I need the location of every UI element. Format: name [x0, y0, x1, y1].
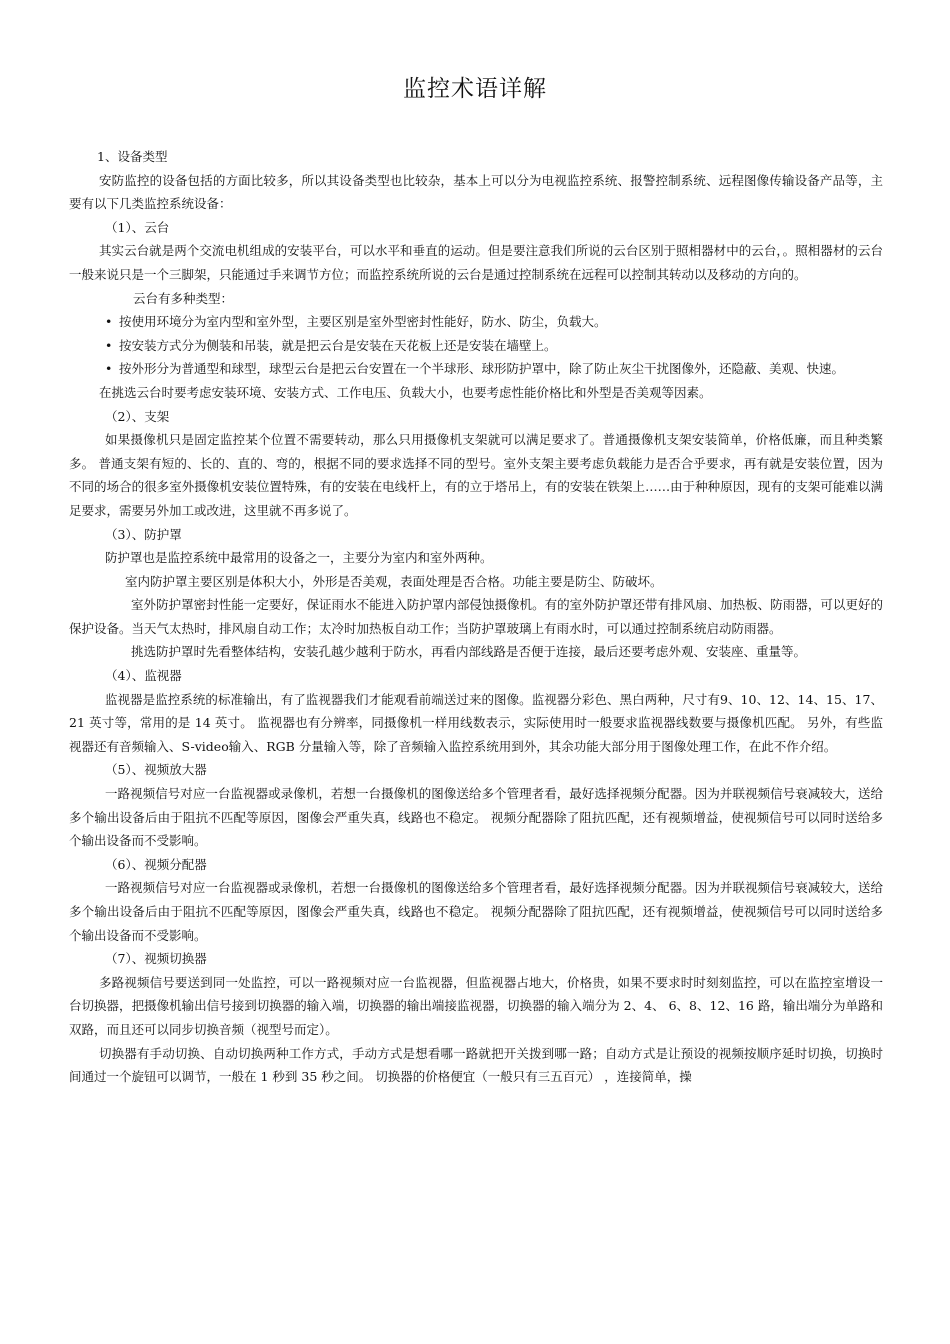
section-heading-equipment-types: 1、设备类型: [97, 149, 168, 164]
paragraph-ptz-1: 其实云台就是两个交流电机组成的安装平台，可以水平和垂直的运动。但是要注意我们所说的云台区别于照相器材中的云台，。照相器材的云台一般来说只是一个三脚架，只能通过手来调节方位；而监控系统所说的云台是通过控制系统在远程可以控制其转动以及移动的方向的。: [69, 243, 883, 282]
bullet-icon: •: [105, 314, 113, 330]
subheading-distributor: （6）、视频分配器: [105, 856, 207, 872]
bullet-text: 按安装方式分为侧装和吊装，就是把云台是安装在天花板上还是安装在墙壁上。: [119, 337, 557, 353]
bullet-icon: •: [105, 361, 113, 377]
paragraph-ptz-types-intro: 云台有多种类型：: [133, 290, 234, 306]
paragraph-monitor-1: 监视器是监控系统的标准输出，有了监视器我们才能观看前端送过来的图像。监视器分彩色、黑白两种，尺寸有9、10、12、14、15、17、21 英寸等，常用的是 14 英寸。 监视器也有分辨率，同摄像机一样用线数表示，实际使用时一般要求监视器线数要与摄像机匹配。 另外，有些监视器还有音频输入、S-video输入、RGB 分量输入等，除了音频输入监控系统用到外，其余功能大部分用于图像处理工作，在此不作介绍。: [69, 691, 883, 754]
subheading-amplifier: （5）、视频放大器: [105, 762, 207, 778]
subheading-ptz: （1）、云台: [105, 219, 170, 235]
page-title: 监控术语详解: [403, 76, 547, 102]
subheading-bracket: （2）、支架: [105, 408, 170, 424]
paragraph-distributor-1: 一路视频信号对应一台监视器或录像机，若想一台摄像机的图像送给多个管理者看，最好选择视频分配器。因为并联视频信号衰减较大，送给多个输出设备后由于阻抗不匹配等原因，图像会严重失真，线路也不稳定。 视频分配器除了阻抗匹配，还有视频增益，使视频信号可以同时送给多个输出设备而不受影响。: [69, 880, 883, 943]
paragraph-amplifier-1: 一路视频信号对应一台监视器或录像机，若想一台摄像机的图像送给多个管理者看，最好选择视频分配器。因为并联视频信号衰减较大，送给多个输出设备后由于阻抗不匹配等原因，图像会严重失真，线路也不稳定。 视频分配器除了阻抗匹配，还有视频增益，使视频信号可以同时送给多个输出设备而不受影响。: [69, 786, 883, 849]
subheading-monitor: （4）、监视器: [105, 668, 182, 684]
bullet-text: 按外形分为普通型和球型，球型云台是把云台安置在一个半球形、球形防护罩中，除了防止灰尘干扰图像外，还隐蔽、美观、快速。: [119, 361, 845, 377]
subheading-switcher: （7）、视频切换器: [105, 951, 207, 967]
bullet-item: [69, 310, 883, 334]
paragraph-switcher-1: 多路视频信号要送到同一处监控，可以一路视频对应一台监视器，但监视器占地大，价格贵，如果不要求时时刻刻监控，可以在监控室增设一台切换器，把摄像机输出信号接到切换器的输入端，切换器的输出端接监视器，切换器的输入端分为 2、4、 6、8、12、16 路，输出端分为单路和双路，而且还可以同步切换音频（视型号而定）。: [69, 974, 883, 1037]
paragraph-housing-3: 室外防护罩密封性能一定要好，保证雨水不能进入防护罩内部侵蚀摄像机。有的室外防护罩还带有排风扇、加热板、防雨器，可以更好的保护设备。当天气太热时，排风扇自动工作；太冷时加热板自动工作；当防护罩玻璃上有雨水时，可以通过控制系统启动防雨器。: [69, 597, 883, 636]
paragraph-housing-1: 防护罩也是监控系统中最常用的设备之一，主要分为室内和室外两种。: [105, 550, 493, 566]
subheading-housing: （3）、防护罩: [105, 526, 182, 542]
bullet-item: [69, 334, 883, 358]
paragraph-ptz-2: 在挑选云台时要考虑安装环境、安装方式、工作电压、负载大小，也要考虑性能价格比和外型是否美观等因素。: [99, 384, 712, 400]
paragraph-bracket-1: 如果摄像机只是固定监控某个位置不需要转动，那么只用摄像机支架就可以满足要求了。普通摄像机支架安装简单，价格低廉，而且种类繁多。 普通支架有短的、长的、直的、弯的，根据不同的要求选择不同的型号。室外支架主要考虑负载能力是否合乎要求，再有就是安装位置，因为不同的场合的很多室外摄像机安装位置特殊，有的安装在电线杆上，有的立于塔吊上，有的安装在铁架上……由于种种原因，现有的支架可能难以满足要求，需要另外加工或改进，这里就不再多说了。: [69, 432, 883, 518]
paragraph-switcher-2: 切换器有手动切换、自动切换两种工作方式，手动方式是想看哪一路就把开关拨到哪一路；自动方式是让预设的视频按顺序延时切换，切换时间通过一个旋钮可以调节，一般在 1 秒到 35 秒之间。 切换器的价格便宜（一般只有三五百元） ，连接简单，操: [69, 1045, 883, 1085]
paragraph-housing-4: 挑选防护罩时先看整体结构，安装孔越少越利于防水，再看内部线路是否便于连接，最后还要考虑外观、安装座、重量等。: [131, 644, 807, 660]
paragraph-housing-2: 室内防护罩主要区别是体积大小，外形是否美观，表面处理是否合格。功能主要是防尘、防破坏。: [125, 573, 663, 589]
bullet-icon: •: [105, 337, 113, 353]
document-body: [69, 145, 883, 1089]
bullet-item: [69, 357, 883, 381]
paragraph-intro: 安防监控的设备包括的方面比较多，所以其设备类型也比较杂，基本上可以分为电视监控系统、报警控制系统、远程图像传输设备产品等，主要有以下几类监控系统设备：: [69, 172, 883, 212]
bullet-text: 按使用环境分为室内型和室外型，主要区别是室外型密封性能好，防水、防尘，负载大。: [119, 314, 607, 330]
